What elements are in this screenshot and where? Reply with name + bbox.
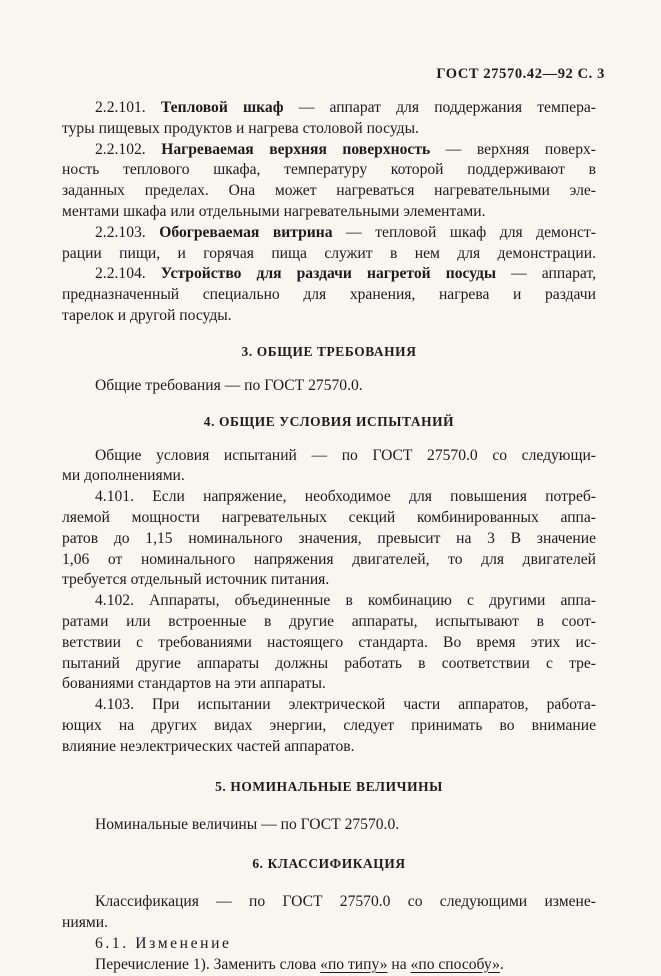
term: Нагреваемая верхняя поверхность [161,140,431,158]
clause-2-2-104-line-3: тарелок и другой посуды. [62,306,232,324]
clause-4-102-line-2: ратами или встроенные в другие аппараты, испытывают в соот- [62,612,596,630]
clause-4-101-line-5: требуется отдельный источник питания. [62,571,330,589]
definition-text: — тепловой шкаф для демонст- [346,223,596,241]
clause-number: 2.2.103. [95,223,146,241]
clause-4-102-line-3: ветствии с требованиями настоящего стандарта. Во время этих ис- [62,633,596,651]
section-4-intro-line-2: ми дополнениями. [62,467,185,485]
clause-4-103-line-2: ющих на других видах энергии, следует принимать во внимание [62,716,596,734]
clause-2-2-103-line-2: рации пищи, и горячая пища служит в нем для демонстрации. [62,244,596,262]
old-wording: «по типу» [320,955,388,973]
clause-2-2-101-line-1 [62,98,596,119]
clause-2-2-103-line-1 [62,223,596,244]
clause-2-2-101-line-2: туры пищевых продуктов и нагрева столовой посуды. [62,119,419,137]
clause-2-2-102-line-4: ментами шкафа или отдельными нагревательными элементами. [62,202,486,220]
new-wording: «по способу» [410,955,500,973]
term: Устройство для раздачи нагретой посуды [160,265,497,283]
clause-2-2-102-line-3: заданных пределах. Она может нагреваться нагревательными эле- [62,182,596,200]
section-4-title: 4. ОБЩИЕ УСЛОВИЯ ИСПЫТАНИЙ [203,413,455,429]
clause-number: 2.2.101. [95,99,146,116]
clause-4-103-line-1: 4.103. При испытании электрической части аппаратов, работа- [95,696,596,714]
clause-4-103-line-3: влияние неэлектрических частей аппаратов. [62,737,355,755]
clause-4-102-line-5: бованиями стандартов на эти аппараты. [62,675,326,693]
term: Тепловой шкаф [160,99,284,116]
clause-2-2-104-line-2: предназначенный специально для хранения, нагрева и раздачи [62,286,596,304]
clause-4-101-line-1: 4.101. Если напряжение, необходимое для повышения потреб- [95,488,596,506]
clause-4-101-line-3: ратов до 1,15 номинального значения, превысит на 3 В значение [62,529,596,547]
definition-text: — аппарат для поддержания темпера- [298,99,596,116]
section-6-intro-line-2: ниями. [62,914,108,932]
definition-text: — аппарат, [511,265,596,283]
definition-text: — верхняя поверх- [445,140,596,158]
clause-2-2-102-line-1 [62,140,596,161]
change-connector: на [387,955,411,973]
section-3-text: Общие требования — по ГОСТ 27570.0. [95,376,363,394]
subclause-6-1-label: 6.1. Изменение [95,934,232,952]
section-3-title: 3. ОБЩИЕ ТРЕБОВАНИЯ [241,343,417,359]
change-end: . [499,955,504,973]
change-enumeration-line [62,955,596,976]
document-body [62,98,596,976]
clause-number: 2.2.104. [95,265,146,283]
section-6-intro-line-1: Классификация — по ГОСТ 27570.0 со следующими измене- [95,893,596,911]
clause-4-102-line-1: 4.102. Аппараты, объединенные в комбинацию с другими аппа- [95,592,596,610]
section-5-title: 5. НОМИНАЛЬНЫЕ ВЕЛИЧИНЫ [215,778,443,794]
term: Обогреваемая витрина [159,223,333,241]
section-6-title: 6. КЛАССИФИКАЦИЯ [252,856,406,872]
clause-number: 2.2.102. [95,140,146,158]
clause-2-2-102-line-2: ность теплового шкафа, температуру которой поддерживают в [62,161,596,179]
page-header: ГОСТ 27570.42—92 С. 3 [436,66,605,82]
clause-2-2-104-line-1 [62,264,596,285]
section-4-intro-line-1: Общие условия испытаний — по ГОСТ 27570.0 со следующи- [95,446,596,464]
section-5-text: Номинальные величины — по ГОСТ 27570.0. [95,815,400,833]
clause-4-101-line-2: ляемой мощности нагревательных секций комбинированных аппа- [62,508,596,526]
clause-4-102-line-4: пытаний другие аппараты должны работать в соответствии с тре- [62,654,596,672]
change-prefix: Перечисление 1). Заменить слова [95,955,321,973]
clause-4-101-line-4: 1,06 от номинального напряжения двигателей, то для двигателей [62,550,596,568]
